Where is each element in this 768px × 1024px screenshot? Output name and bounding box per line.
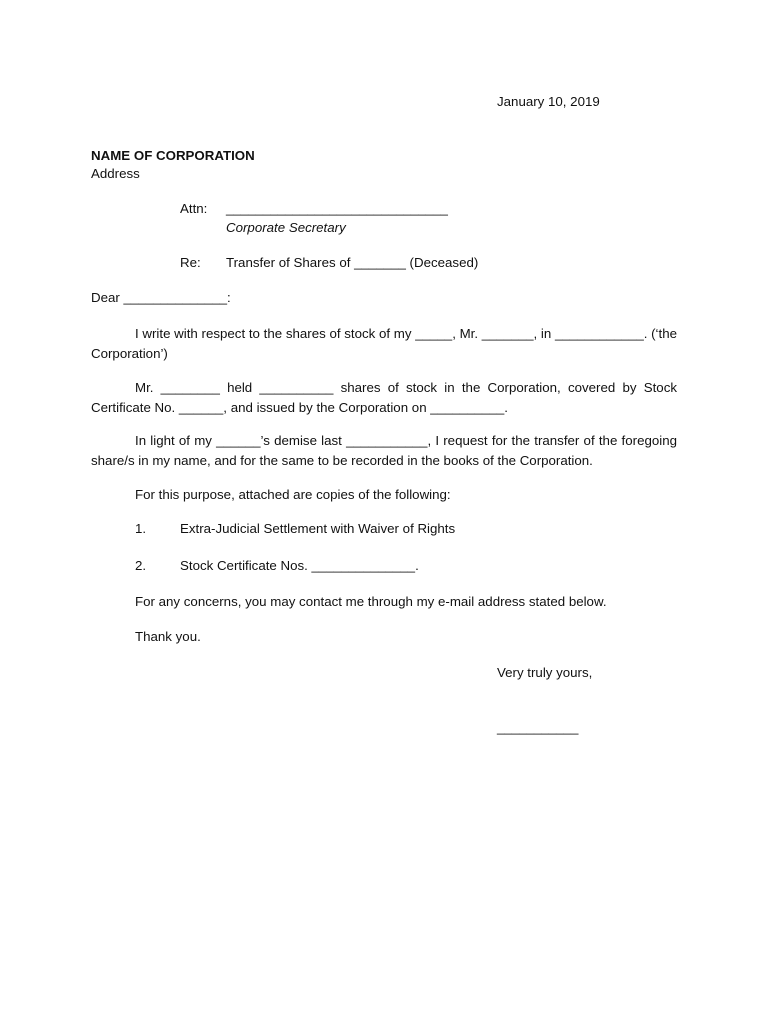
list-item-text: Extra-Judicial Settlement with Waiver of Rights [180, 521, 456, 536]
list-item-text: Stock Certificate Nos. ______________. [180, 558, 419, 573]
list-item-number: 2. [135, 558, 147, 573]
re-label: Re: [180, 255, 201, 270]
signature-line: ___________ [497, 720, 579, 735]
list-item-number: 1. [135, 521, 147, 536]
re-subject: Transfer of Shares of _______ (Deceased) [226, 255, 479, 270]
attn-title: Corporate Secretary [226, 220, 346, 235]
paragraph-attachments-intro: For this purpose, attached are copies of the following: [135, 487, 451, 502]
attn-blank-line: ______________________________ [226, 201, 448, 216]
letter-date: January 10, 2019 [497, 94, 600, 109]
thank-you: Thank you. [135, 629, 201, 644]
paragraph-contact: For any concerns, you may contact me through my e-mail address stated below. [135, 594, 607, 609]
salutation: Dear ______________: [91, 290, 231, 305]
paragraph-transfer-request: In light of my ______’s demise last ___________, I request for the transfer of the foregoing share/s in my name, and for the same to be recorded in the books of the Corporation. [91, 433, 677, 468]
attn-label: Attn: [180, 201, 208, 216]
corporation-address: Address [91, 166, 140, 181]
paragraph-shares-inquiry: I write with respect to the shares of stock of my _____, Mr. _______, in ____________. (‘the Corporation’) [91, 326, 677, 361]
paragraph-shares-held: Mr. ________ held __________ shares of stock in the Corporation, covered by Stock Certificate No. ______, and issued by the Corporation on __________. [91, 380, 677, 415]
closing: Very truly yours, [497, 665, 593, 680]
corporation-name: NAME OF CORPORATION [91, 148, 255, 163]
